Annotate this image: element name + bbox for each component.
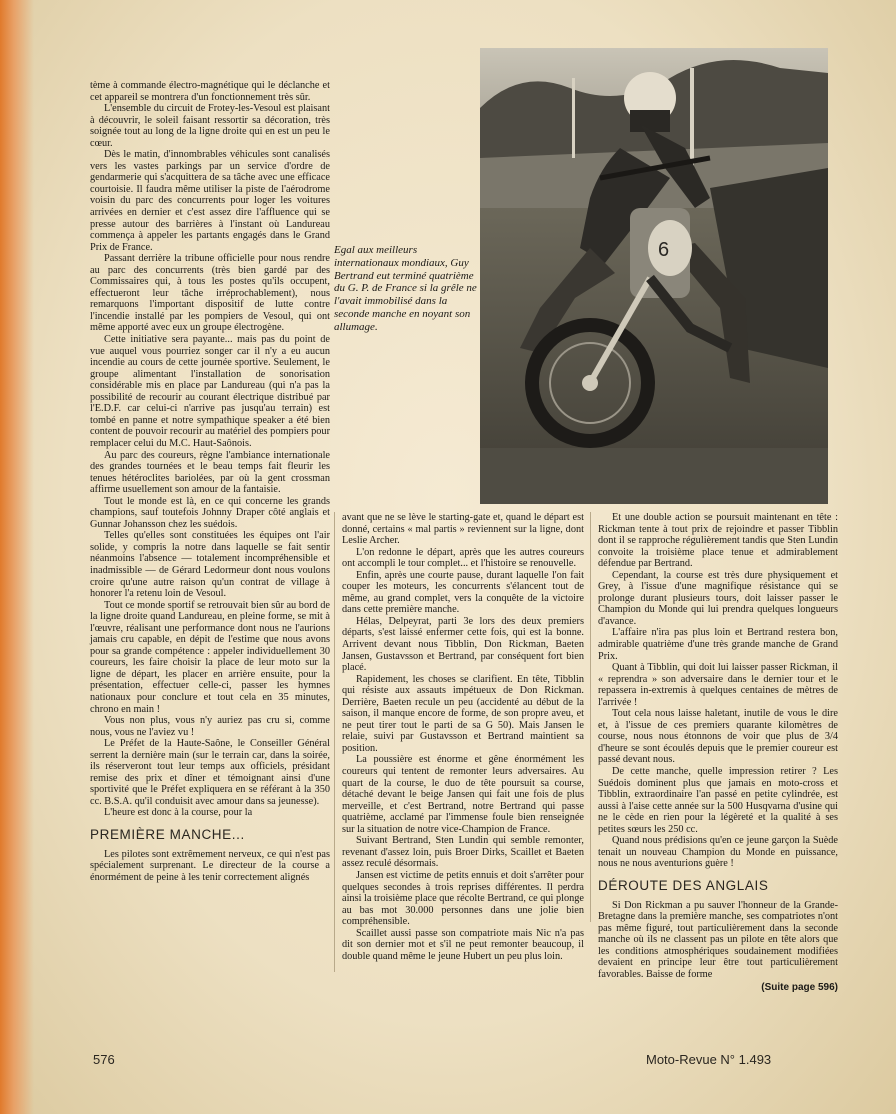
paragraph: Hélas, Delpeyrat, parti 3e lors des deux premiers départs, s'est laissé enfermer cette fois, qui est la bonne. Arrivent devant nous Tibblin, Don Rickman, Baeten Jansen, Gustavsson et Bertrand, par conséquent fort bien placé. — [342, 615, 584, 674]
paragraph: Vous non plus, vous n'y auriez pas cru si, comme nous, vous ne l'aviez vu ! — [90, 715, 330, 738]
continuation-note: (Suite page 596) — [761, 982, 838, 994]
paragraph: Quant à Tibblin, qui doit lui laisser passer Rickman, il « reprendra » son adversaire dans le dernier tour et le repassera in-extremis à quelques centaines de mètres de l'arrivée ! — [598, 662, 838, 708]
paragraph: Si Don Rickman a pu sauver l'honneur de la Grande-Bretagne dans la première manche, ses compatriotes n'ont pas même figuré, tout particulièrement dans la seconde manche où ils ne classent pas un pilote en tête alors que les conditions atmosphériques soudainement modifiées devaient en principe leur être tout particulièrement favorables. Baisse de forme — [598, 899, 838, 980]
motocross-rider-illustration — [480, 48, 828, 504]
paragraph: Au parc des coureurs, règne l'ambiance internationale des grandes tournées et le beau temps fait fleurir les tenues hétéroclites bariolées, par où la gent crossman affirme usuellement son amour de la fantaisie. — [90, 449, 330, 496]
paragraph: Cependant, la course est très dure physiquement et Grey, à l'issue d'une magnifique résistance qui se prolonge durant plusieurs tours, doit laisser passer le Champion du Monde qui lui prendra quelques longueurs d'avance. — [598, 569, 838, 627]
paragraph: Tout cela nous laisse haletant, inutile de vous le dire et, à l'issue de ces premiers quarante kilomètres de course, nous nous étonnons de voir que plus de 3/4 d'heure se sont écoulés depuis que le premier coureur est passé devant nous. — [598, 708, 838, 766]
paragraph: Quand nous prédisions qu'en ce jeune garçon la Suède tenait un nouveau Champion du Monde en puissance, nous ne nous aventurions guère ! — [598, 835, 838, 870]
paragraph: Enfin, après une courte pause, durant laquelle l'on fait couper les moteurs, les concurrents s'élancent tout de même, au grand complet, vers la conquête de la victoire dans cette première manche. — [342, 569, 584, 616]
section-heading: PREMIÈRE MANCHE... — [90, 827, 245, 842]
paragraph: Rapidement, les choses se clarifient. En tête, Tibblin qui résiste aux assauts impétueux de Don Rickman. Derrière, Baeten recule un peu (accidenté au début de la saison, il manque encore de forme, de son propre aveu, et ne peut tirer tout le parti de sa G 50). Mais Jansen le relaie, suivi par Gustavsson et Bertrand maintient sa position. — [342, 673, 584, 754]
article-column-3 — [598, 512, 838, 994]
paragraph: Jansen est victime de petits ennuis et doit s'arrêter pour quelques secondes à trois reprises différentes. Il perdra ainsi la troisième place que récolte Bertrand, ce qui plonge au bas mot 30.000 personnes dans une jolie bien compréhensible. — [342, 869, 584, 928]
column-divider — [334, 512, 335, 972]
paragraph: De cette manche, quelle impression retirer ? Les Suédois dominent plus que jamais en moto-cross et Tibblin, extraordinaire l'an passé en petite cylindrée, est aussi à l'aise cette année sur la 500 Husqvarna d'usine qui ne le cède en rien pour la légèreté et la qualité à ses petites sœurs les 250 cc. — [598, 766, 838, 835]
paragraph: Les pilotes sont extrêmement nerveux, ce qui n'est pas spécialement surprenant. Le directeur de la course a énormément de peine à les tenir correctement alignés — [90, 848, 330, 883]
paragraph: Passant derrière la tribune officielle pour nous rendre au parc des concurrents (très bien gardé par des Commissaires qui, à tous les postes qu'ils occupent, effectueront leur tâche irréprochablement), nous remarquons l'important dispositif de lutte contre l'incendie installé par les pompiers de Vesoul, qui ont même apporté avec eux un groupe électrogène. — [90, 253, 330, 334]
magazine-issue: Moto-Revue N° 1.493 — [646, 1052, 772, 1067]
race-photo — [480, 48, 828, 504]
paragraph: Et une double action se poursuit maintenant en tête : Rickman tente à tout prix de rejoindre et passer Tibblin dont il se rapproche régulièrement tandis que Sten Lundin convoite la troisième place tenue et admirablement défendue par Bertrand. — [598, 512, 838, 570]
section-heading: DÉROUTE DES ANGLAIS — [598, 877, 769, 893]
paragraph: La poussière est énorme et gêne énormément les coureurs qui tentent de remonter leurs adversaires. Au quart de la course, le duo de tête poursuit sa course, détaché devant le beige Jansen qui fait une fois de plus merveille, et c'est Bertrand, notre Bertrand qui passe quatrième, acclamé par l'immense foule bien renseignée sur la situation de notre vice-Champion de France. — [342, 754, 584, 835]
paragraph: Tout le monde est là, en ce qui concerne les grands champions, sauf toutefois Johnny Draper côté anglais et Gunnar Johansson chez les suédois. — [90, 495, 330, 530]
paragraph: Scaillet aussi passe son compatriote mais Nic n'a pas dit son dernier mot et s'il ne peut remonter beaucoup, il double quand même le jeune Hubert un peu plus loin. — [342, 927, 584, 962]
page-edge — [0, 0, 34, 1114]
article-column-2 — [342, 512, 584, 972]
photo-caption: Egal aux meilleurs internationaux mondiaux, Guy Bertrand eut terminé quatrième du G. P. de France si la grêle ne l'avait immobilisé dans la seconde manche en noyant son allumage. — [334, 244, 477, 333]
column-divider — [590, 512, 591, 922]
paragraph: Suivant Bertrand, Sten Lundin qui semble remonter, revenant d'assez loin, puis Broer Dirks, Scaillet et Baeten assez reculé désormais. — [342, 835, 584, 870]
svg-text:6: 6 — [658, 239, 670, 261]
paragraph: tème à commande électro-magnétique qui le déclanche et cet appareil se montrera d'un fonctionnement très sûr. — [90, 80, 330, 103]
paragraph: Le Préfet de la Haute-Saône, le Conseiller Général serrent la dernière main (sur le terrain car, dans la soirée, ils réserveront tout leur temps aux officiels, présidant remise des prix et dîner et témoignant ainsi d'une sportivité que le Préfet expliquera en se référant à la 350 cc. B.S.A. qu'il conduisit avec amour dans sa jeunesse). — [90, 738, 330, 807]
page-number: 576 — [93, 1052, 115, 1067]
paragraph: L'heure est donc à la course, pour la — [104, 807, 253, 819]
paragraph: L'ensemble du circuit de Frotey-les-Vesoul est plaisant à découvrir, le soleil faisant ressortir sa décoration, très soignée tout au long de la ligne droite qui en est un peu le cœur. — [90, 103, 330, 149]
paragraph: Telles qu'elles sont constituées les équipes ont l'air solide, y compris la notre dans laquelle se fait sentir néanmoins l'absence — totalement incompréhensible et inadmissible — de Gérard Ledormeur dont nous voulons croire qu'une autre raison qu'un contrat de village à honorer l'a retenu loin de Vesoul. — [90, 530, 330, 600]
paragraph: Cette initiative sera payante... mais pas du point de vue auquel vous pourriez songer car il n'y a eu aucun incendie au cours de cette journée sportive. Seulement, le groupe alimentant l'installation de sonorisation considérable mis en place par Landureau (qui n'a pas la possibilité de recourir au courant électrique distribué par l'E.D.F. car celui-ci n'arrive pas jusqu'au terrain) est tombé en panne et notre sympathique speaker a été bien content de pouvoir recourir au matériel des pompiers pour remplacer celui du M.C. Haut-Saônois. — [90, 334, 330, 449]
paragraph: Dès le matin, d'innombrables véhicules sont canalisés vers les vastes parkings par un service d'ordre de gendarmerie qui s'acquittera de sa tâche avec une efficace courtoisie. Il faudra même utiliser la piste de l'aérodrome voisin du parc des concurrents pour loger les voitures arrivées en dernier et c'est assez dire l'affluence qui se presse autour des barrières à l'instant où Landureau commença à appeler les partants engagés dans le Grand Prix de France. — [90, 149, 330, 253]
paragraph: Tout ce monde sportif se retrouvait bien sûr au bord de la ligne droite quand Landureau, en pleine forme, se mit à l'œuvre, réalisant une performance dont nous ne l'aurions jamais cru capable, en dépit de l'estime que nous avons pour sa grande compétence : appeler individuellement 30 coureurs, les faire choisir la place de leur moto sur la ligne de départ, les placer en arrière ensuite, pour la présentation, effectuer celle-ci, passer les hymnes nationaux pour conclure et tout cela en 35 minutes, chrono en main ! — [90, 599, 330, 715]
paragraph: L'affaire n'ira pas plus loin et Bertrand restera bon, admirable quatrième d'une très grande manche de Grand Prix. — [598, 627, 838, 662]
article-column-1 — [90, 80, 330, 960]
paragraph: avant que ne se lève le starting-gate et, quand le départ est donné, certains « mal partis » reviennent sur la ligne, dont Leslie Archer. — [342, 512, 584, 547]
paragraph: L'on redonne le départ, après que les autres coureurs ont accompli le tour complet... et l'histoire se renouvelle. — [342, 546, 584, 570]
